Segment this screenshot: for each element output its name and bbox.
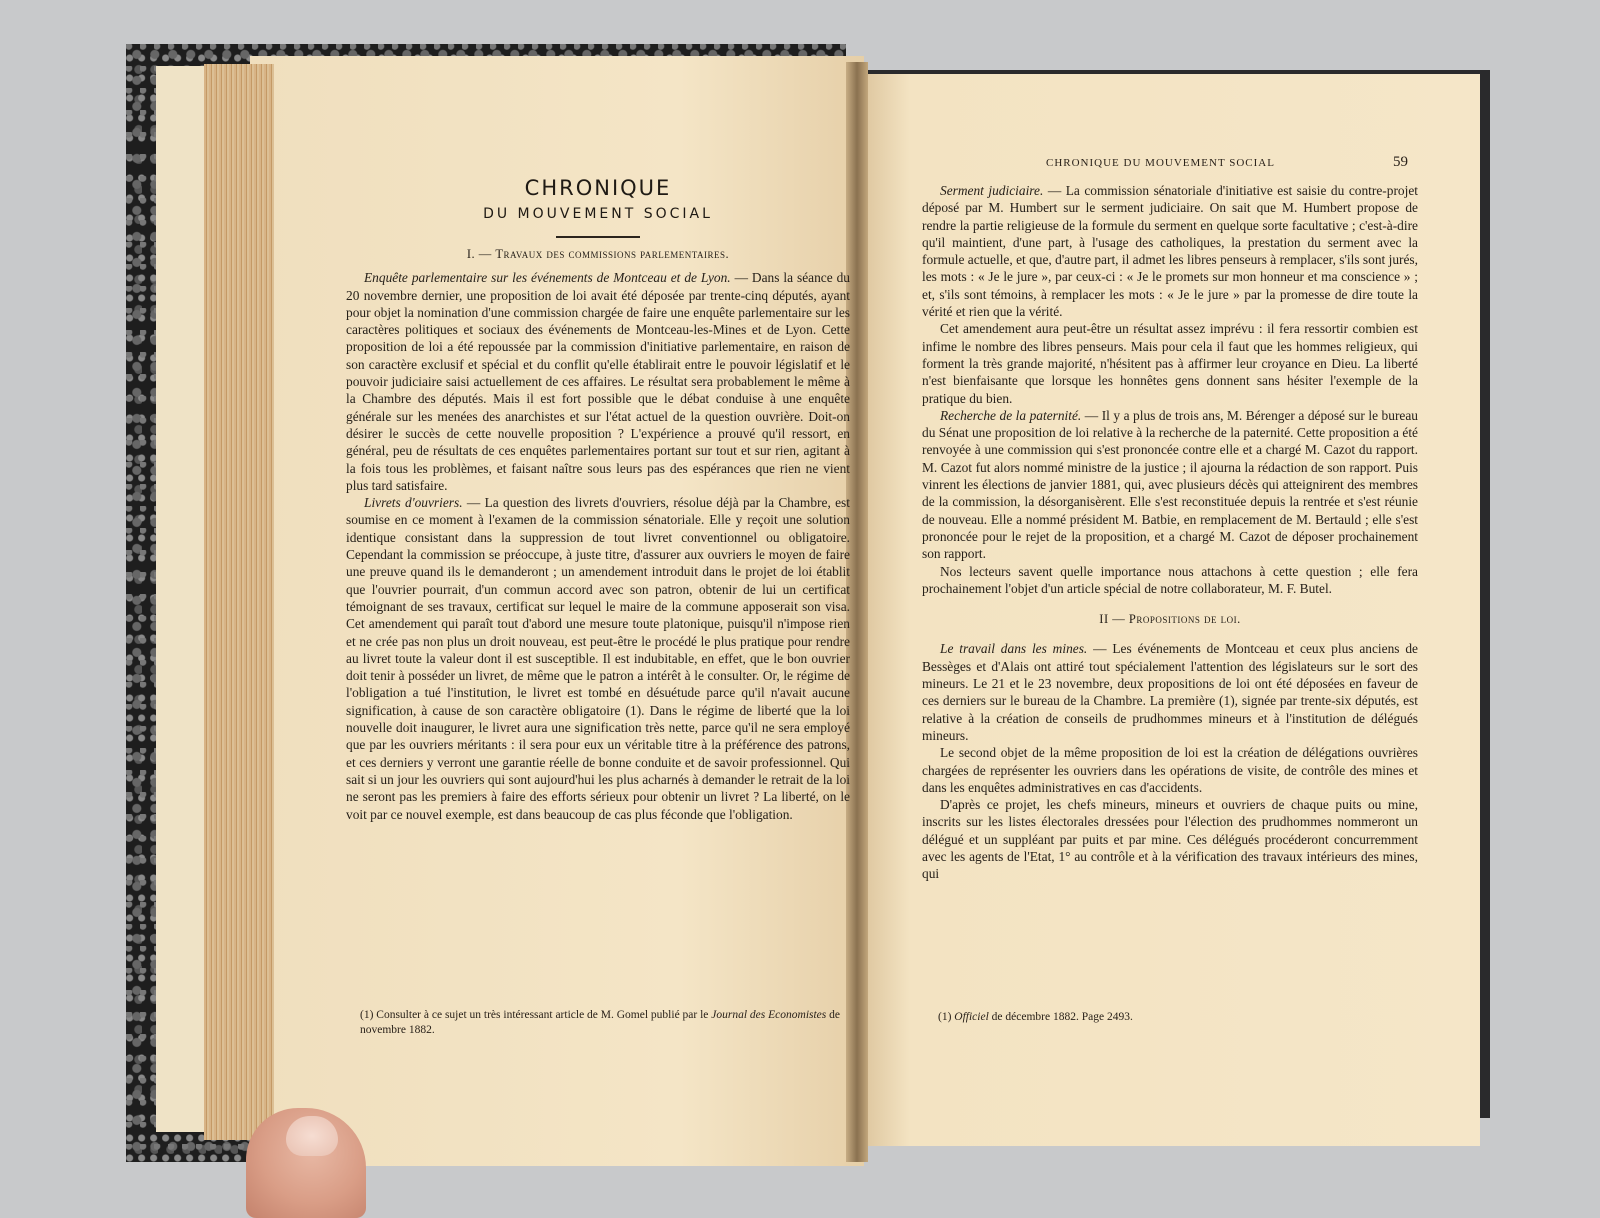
chapter-title: CHRONIQUE bbox=[524, 176, 672, 200]
paragraph-body: — Dans la séance du 20 novembre dernier, une proposition de loi avait été déposée par trente-cinq députés, ayant pour objet la nomination d'une commission chargée de faire une enquête parlementaire sur les caractères politiques et sociaux des événements de Montceau-les-Mines et de Lyon. Cette proposition de loi a été repoussée par la commission d'initiative parlementaire, en raison de son caractère exclusif et spécial et du conflit qu'elle établirait entre le pouvoir législatif et le pouvoir judiciaire saisi actuellement de ces affaires. Le résultat sera probablement le même à la Chambre des députés. Mais il est fort possible que le débat conduise à une enquête générale sur les menées des anarchistes et sur l'état actuel de la question ouvrière. Doit-on désirer le succès de cette nouvelle proposition ? L'expérience a prouvé qu'il ressort, en général, peu de résultats de ces enquêtes parlementaires portant sur tout et sur rien, agitant à la fois tous les problèmes, et faisant naître sous leurs pas des espérances que rien ne vient plus tard satisfaire. bbox=[346, 270, 850, 493]
paragraph: D'après ce projet, les chefs mineurs, mineurs et ouvriers de chaque puits ou mine, inscrits sur les listes électorales dressées pour l'élection des prudhommes nommeront un délégué et un suppléant par puits et par mine. Ces délégués procéderont concurremment avec les agents de l'Etat, 1° au contrôle et à la vérification des travaux intérieurs des mines, qui bbox=[922, 797, 1418, 882]
paragraph-title: Enquête parlementaire sur les événements de Montceau et de Lyon. bbox=[364, 270, 731, 286]
paragraph-body: — Les événements de Montceau et ceux plus anciens de Bessèges et d'Alais ont attiré tout spécialement l'attention des législateurs sur le sort des mineurs. Le 21 et le 23 novembre, deux propositions de loi ont été déposées en faveur de ces derniers sur le bureau de la Chambre. La première (1), signée par trente-six députés, est relative à la création de conseils de prudhommes mineurs et à l'institution de délégués mineurs. bbox=[922, 641, 1418, 743]
footnote-source: Officiel bbox=[954, 1011, 989, 1023]
running-head: CHRONIQUE DU MOUVEMENT SOCIAL bbox=[1046, 157, 1275, 169]
footnote-source: Journal des Economistes bbox=[711, 1009, 827, 1021]
page-edges bbox=[204, 64, 274, 1140]
section-heading-2 bbox=[922, 611, 1418, 628]
left-page-text bbox=[346, 238, 850, 823]
paragraph-body: — La commission sénatoriale d'initiative est saisie du contre-projet déposé par M. Humbert sur le serment judiciaire. On sait que M. Humbert propose de rendre la partie religieuse de la formule du serment en quelque sorte facultative ; c'est-à-dire qu'il maintient, d'une part, à l'usage des catholiques, la prestation du serment avec la formule actuelle, et que, d'autre part, il admet les libres penseurs à remplacer, s'ils sont jurés, les mots : « Je le jure », par ceux-ci : « Je le promets sur mon honneur et ma conscience » ; et, s'ils sont témoins, à remplacer les mots : « Je le jure » par la promesse de dire toute la vérité et rien que la vérité. bbox=[922, 183, 1418, 320]
paragraph-body: — La question des livrets d'ouvriers, résolue déjà par la Chambre, est soumise en ce moment à l'examen de la commission sénatoriale. Elle y reçoit une solution identique consistant dans la suppression de tout livret conventionnel ou obligatoire. Cependant la commission se préoccupe, à juste titre, d'assurer aux ouvriers le moyen de faire une preuve quand ils le demanderont ; un amendement introduit dans le projet de loi établit que l'ouvrier pourrait, d'un commun accord avec son patron, obtenir de lui un certificat témoignant de ses travaux, certificat sur lequel le maire de la commune apposerait son visa. Cet amendement qui paraît tout d'abord une mesure toute platonique, puisqu'il n'impose rien et ne crée pas non plus un droit nouveau, est peut-être le procédé le plus pratique pour rendre au livret toute la valeur dont il est susceptible. Il est indubitable, en effet, que le bon ouvrier doit tenir à posséder un livret, de même que le patron a intérêt à le consulter. Or, le régime de l'obligation a tué l'institution, le livret est tombé en désuétude parce qu'il n'avait aucune signification, à cause de son caractère obligatoire (1). Dans le régime de liberté que la loi nouvelle doit inaugurer, le livret aura une signification très nette, parce qu'il ne sera employé que par les ouvriers méritants : il sera pour eux un véritable titre à la préférence des patrons, et ces derniers y verront une garantie réelle de bonne conduite et de savoir professionnel. Qui sait si un jour les ouvriers qui sont aujourd'hui les plus acharnés à demander le retrait de la loi ne seront pas les premiers à faire des efforts sérieux pour obtenir un livret ? La liberté, on le voit par ce nouvel exemple, est dans beaucoup de cas plus féconde que l'obligation. bbox=[346, 495, 850, 822]
paragraph: Le second objet de la même proposition de loi est la création de délégations ouvrières chargées de représenter les ouvriers dans les opérations de visite, de contrôle des mines et dans les enquêtes administratives en cas d'accidents. bbox=[922, 745, 1418, 795]
paragraph-title: Recherche de la paternité. bbox=[940, 407, 1082, 423]
paragraph bbox=[922, 640, 1418, 744]
footnote-left bbox=[360, 1008, 846, 1038]
footnote-right bbox=[938, 1010, 1408, 1025]
paragraph: Cet amendement aura peut-être un résultat assez imprévu : il fera ressortir combien est infime le nombre des libres penseurs. Mais pour cela il faut que les hommes religieux, qui forment la très grande majorité, n'hésitent pas à affirmer leur croyance en Dieu. La liberté n'est bienfaisante que lorsque les honnêtes gens donnent sans hésiter l'exemple de la pratique du bien. bbox=[922, 321, 1418, 406]
chapter-subtitle: DU MOUVEMENT SOCIAL bbox=[483, 206, 713, 222]
paragraph bbox=[346, 494, 850, 823]
paragraph bbox=[922, 182, 1418, 320]
section-title: Travaux des commissions parlementaires. bbox=[495, 247, 730, 261]
footnote-text: de décembre 1882. Page 2493. bbox=[988, 1011, 1133, 1023]
paragraph-body: — Il y a plus de trois ans, M. Bérenger a déposé sur le bureau du Sénat une proposition de loi relative à la recherche de la paternité. Cette proposition a été renvoyée à une commission qui s'est prononcée contre elle et a chargé M. Cazot du rapport. M. Cazot fut alors nommé ministre de la justice ; il ajourna la rédaction de son rapport. Puis vinrent les élections de janvier 1881, qui, avec plusieurs décès qui atteignirent des membres de la commission, la désorganisèrent. Elle s'est reconstituée depuis la rentrée et s'est réunie de nouveau. Elle a nommé président M. Batbie, en remplacement de M. Bertauld ; elle s'est prononcée pour le rejet de la proposition, et a chargé M. Cazot de déposer prochainement son rapport. bbox=[922, 407, 1418, 562]
section-title: Propositions de loi. bbox=[1128, 612, 1241, 627]
footnote-text: (1) bbox=[938, 1011, 955, 1023]
paragraph bbox=[922, 407, 1418, 563]
page-number: 59 bbox=[1393, 154, 1408, 170]
paragraph: Nos lecteurs savent quelle importance nous attachons à cette question ; elle fera prochainement l'objet d'un article spécial de notre collaborateur, M. F. Butel. bbox=[922, 563, 1418, 596]
footnote-text: de novembre 1882. bbox=[360, 1009, 840, 1036]
paragraph bbox=[346, 269, 850, 494]
thumbnail-nail bbox=[286, 1116, 338, 1156]
footnote-text: (1) Consulter à ce sujet un très intéressant article de M. Gomel publié par le bbox=[360, 1009, 709, 1021]
paragraph-title: Serment judiciaire. bbox=[940, 183, 1044, 198]
section-number: II — bbox=[1099, 612, 1126, 627]
right-page-text bbox=[922, 182, 1418, 883]
section-heading-1 bbox=[346, 246, 850, 263]
paragraph-title: Le travail dans les mines. bbox=[940, 641, 1088, 657]
paragraph-title: Livrets d'ouvriers. bbox=[364, 495, 463, 511]
section-number: I. — bbox=[466, 247, 492, 261]
